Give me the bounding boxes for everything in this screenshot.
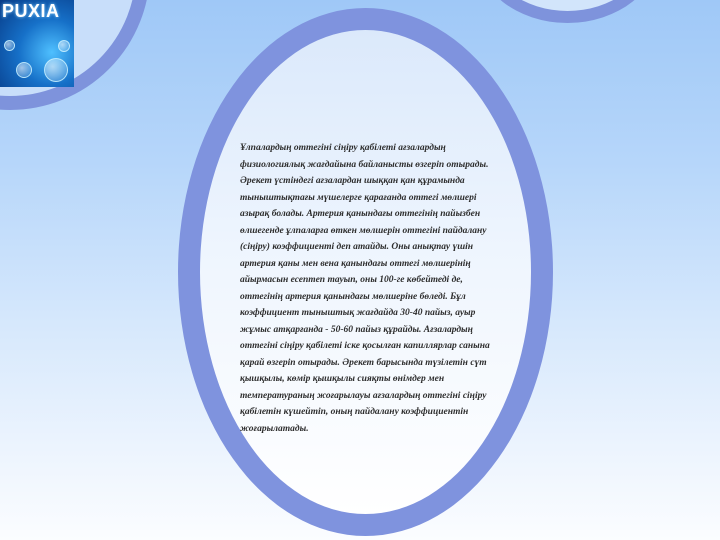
body-line: қарай өзгеріп отырады. Әрекет барысында түзілетін сүт	[240, 357, 487, 368]
bubble-icon	[44, 58, 68, 82]
body-line: қабілетін күшейтіп, оның пайдалану коэффициентін	[240, 407, 469, 417]
body-line: азырақ болады. Артерия қанындағы оттегінің пайызбен	[240, 209, 481, 219]
body-line: тыныштықтағы мүшелерге қарағанда оттегі мөлшері	[240, 192, 477, 203]
body-line: жоғарылатады.	[240, 423, 309, 434]
decorative-circle-right	[475, 0, 660, 23]
body-line: оттегіні сіңіру қабілеті іске қосылған капиллярлар санына	[240, 341, 490, 351]
body-line: (сіңіру) коэффициенті деп атайды. Оны анықтау үшін	[240, 242, 474, 252]
body-line: айырмасын есептеп тауып, оны 100-ге көбейтеді де,	[240, 275, 463, 285]
body-line: қышқылы, көмір қышқылы сияқты өнімдер мен	[240, 374, 445, 384]
bubble-icon	[4, 40, 15, 51]
body-line: Әрекет үстіндегі ағзалардан шыққан қан құрамында	[240, 176, 465, 186]
bubble-icon	[58, 40, 70, 52]
logo-image	[0, 0, 74, 87]
body-paragraph	[240, 140, 512, 437]
body-line: температураның жоғарылауы ағзалардың оттегіні сіңіру	[240, 390, 487, 401]
body-line: өлшегенде ұлпаларға өткен мөлшерін оттегіні пайдалану	[240, 225, 487, 236]
body-line: оттегінің артерия қанындағы мөлшеріне бөледі. Бұл	[240, 291, 466, 302]
body-line: коэффициент тыныштық жағдайда 30-40 пайыз, ауыр	[240, 308, 476, 318]
logo-text: PUXIA	[2, 1, 60, 21]
body-line: артерия қаны мен вена қанындағы оттегі мөлшерінің	[240, 258, 471, 269]
body-line: жұмыс атқарғанда - 50-60 пайыз құрайды. Ағзалардың	[240, 324, 473, 335]
bubble-icon	[16, 62, 32, 78]
body-line: физиологиялық жағдайына байланысты өзгеріп отырады.	[240, 159, 489, 170]
body-line: Ұлпалардың оттегіні сіңіру қабілеті ағзалардың	[240, 143, 446, 153]
